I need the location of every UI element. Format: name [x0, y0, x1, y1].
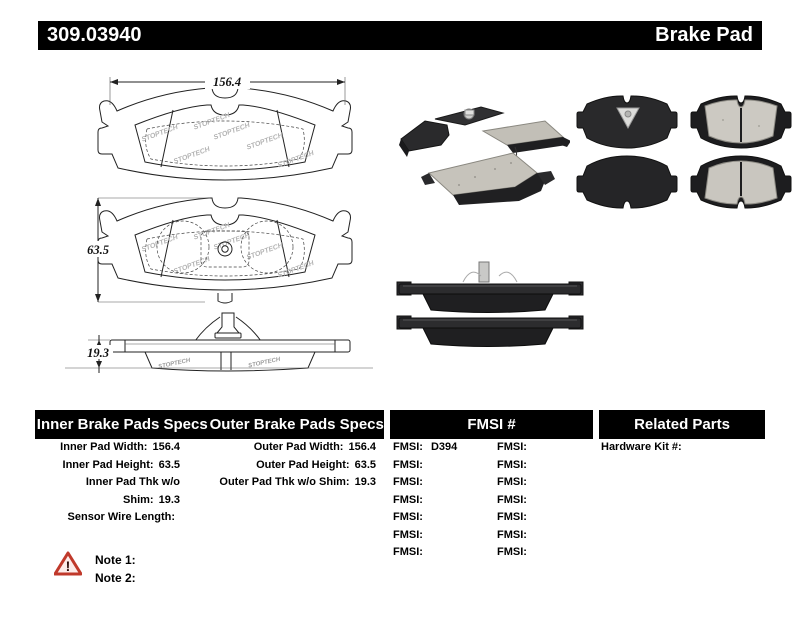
inner-specs-header: Inner Brake Pads Specs — [36, 416, 208, 433]
outer-specs-column — [198, 439, 376, 492]
fmsi-header-bar — [390, 410, 593, 439]
fmsi-row: FMSI: — [497, 493, 527, 506]
fmsi-row: FMSI: — [393, 493, 423, 506]
part-number: 309.03940 — [47, 24, 142, 46]
fmsi-column-left — [393, 439, 493, 562]
related-row: Hardware Kit #: — [601, 441, 682, 453]
product-photo-pad-set — [565, 90, 800, 210]
related-parts-column — [601, 439, 761, 457]
spec-row: Outer Pad Width: 156.4 — [253, 441, 376, 453]
width-dim-label: 156.4 — [212, 75, 242, 89]
warning-icon — [54, 551, 82, 577]
watermark-text: STOPTECH — [172, 145, 211, 166]
watermark-text: STOPTECH — [140, 123, 179, 144]
fmsi-header: FMSI # — [467, 416, 516, 433]
fmsi-row: FMSI: — [497, 476, 527, 488]
spec-row: Outer Pad Height: 63.5 — [256, 458, 376, 471]
inner-specs-column — [35, 439, 180, 527]
header-bar — [38, 21, 762, 50]
spec-row: Outer Pad Thk w/o Shim: 19.3 — [219, 476, 376, 488]
fmsi-row: FMSI: — [497, 441, 527, 453]
watermark-text: STOPTECH — [212, 121, 251, 142]
piston-contact-detail — [157, 221, 293, 303]
fmsi-row: FMSI: — [393, 528, 423, 541]
watermark-text: STOPTECH — [157, 357, 191, 371]
watermark-text: STOPTECH — [247, 356, 281, 370]
watermark-text: STOPTECH — [276, 149, 315, 170]
watermark-text: STOPTECH — [245, 131, 284, 152]
related-parts-header-bar — [599, 410, 765, 439]
spec-row: Inner Pad Height: 63.5 — [62, 458, 180, 471]
product-photo-perspective — [395, 95, 570, 235]
outer-specs-header: Outer Brake Pads Specs — [209, 416, 384, 433]
fmsi-row: FMSI: D394 — [393, 441, 458, 453]
fmsi-row: FMSI: — [497, 458, 527, 471]
side-profile-view — [65, 313, 373, 371]
fmsi-row: FMSI: — [497, 511, 527, 523]
fmsi-row: FMSI: — [497, 528, 527, 541]
fmsi-column-right — [497, 439, 587, 562]
fmsi-row: FMSI: — [393, 476, 423, 488]
related-parts-header: Related Parts — [634, 416, 730, 433]
pads-specs-header-bar — [35, 410, 384, 439]
fmsi-row: FMSI: — [393, 511, 423, 523]
watermark-text: STOPTECH — [192, 111, 231, 132]
fmsi-row: FMSI: — [497, 546, 527, 558]
spec-row: Inner Pad Width: 156.4 — [60, 441, 180, 453]
spec-row: Inner Pad Thk w/o Shim: 19.3 — [85, 476, 180, 506]
height-dim-label: 63.5 — [87, 243, 109, 257]
svg-text:!: ! — [65, 558, 71, 574]
spec-row: Sensor Wire Length: — [67, 511, 175, 523]
technical-drawing — [55, 65, 385, 385]
fmsi-row: FMSI: — [393, 546, 423, 558]
product-photo-edge-views — [393, 258, 588, 353]
fmsi-row: FMSI: — [393, 458, 423, 471]
thickness-dim-label: 19.3 — [87, 346, 109, 360]
product-type-title: Brake Pad — [655, 24, 753, 46]
thickness-dimension — [84, 335, 113, 373]
note-2-label: Note 2: — [95, 571, 136, 585]
note-1-label: Note 1: — [95, 553, 136, 567]
